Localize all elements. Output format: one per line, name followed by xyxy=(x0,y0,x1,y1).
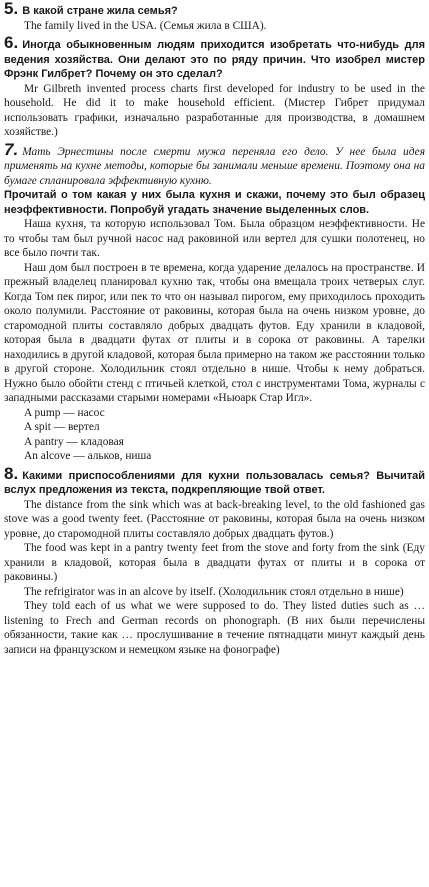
question-8-number: 8. xyxy=(4,463,19,483)
question-5-text: В какой стране жила семья? xyxy=(22,5,178,17)
question-6-number: 6. xyxy=(4,33,19,52)
question-8 xyxy=(4,463,425,498)
text-paragraph-1: Наша кухня, та которую использовал Том. Была образцом неэффективности. Не то чтобы там был ручной насос над раковиной или вертел для сушки полотенец, но все было почти так. xyxy=(4,218,425,259)
question-7-intro-text: Мать Эрнестины после смерти мужа переняла его дело. У нее была идея применять на кухне методы, которые бы занимали меньше времени. Поэтому она на бумаге спланировала эффективную кухню. xyxy=(4,145,425,187)
answer-8-item: The food was kept in a pantry twenty feet from the stove and forty from the sink (Еду хранили в кладовой, которая была в двадцати футах от плиты и в сорока от раковины.) xyxy=(4,542,425,583)
text-paragraph-2: Наш дом был построен в те времена, когда ударение делалось на пространстве. И прежный владелец планировал кухню так, чтобы она вмещала троих четверых слуг. Когда Том пек пирог, или пек то что он называл пирогом, ему приходилось проходить около полумили. Расстояние от раковины, которая была на очень низком уровне, до старомодной плиты составляло добрых двадцать футов. Еду хранили в кладовой, которая была в двадцати футах от плиты и в сорока от раковины. А тарелки находились в другой кладовой, которая была примерно на таком же расстоянии только в другой стороне. Холодильник стоял отдельно в нише. Чтобы к нему добраться. Нужно было обойти стенд с птичьей клеткой, стол с инструментами Тома, журналы с западными рассказами старыми номерами «Ньюарк Стар Игл». xyxy=(4,261,425,404)
answer-5: The family lived in the USA. (Семья жила в США). xyxy=(24,19,267,32)
question-5-number: 5. xyxy=(4,2,19,18)
question-6-text: Иногда обыкновенным людям приходится изобретать что-нибудь для ведения хозяйства. Они делают это по ряду причин. Что изобрел мистер Фрэнк Гилбрет? Почему он это сделал? xyxy=(4,39,425,80)
question-7-task: Прочитай о том какая у них была кухня и скажи, почему это был образец неэффективности. Попробуй угадать значение выделенных слов. xyxy=(4,189,425,216)
answer-8-item: The distance from the sink which was at back-breaking level, to the old fashioned gas stove was a good twenty feet. (Расстояние от раковины, которая была на очень низком уровне, до старомодной плиты составляло добрых двадцать футов.) xyxy=(4,498,425,540)
answer-8-item: They told each of us what we were supposed to do. They listed duties such as …listening to Frech and German records on phonograph. (В них были перечислены обязанности, такие как … прослушивание в течение пятнадцати минут каждый день записи на французском и немецком языке на фонографе) xyxy=(4,600,425,656)
question-5 xyxy=(4,2,425,19)
textbook-page xyxy=(4,2,425,885)
vocab-item: An alcove — альков, ниша xyxy=(24,450,152,462)
answer-6: Mr Gilbreth invented process charts first developed for industry to be used in the household. He did it to make household efficient. (Мистер Гибрет придумал использовать графики, изначально разработанные для производства, в домашнем хозяйстве.) xyxy=(4,82,425,138)
vocab-item: A pump — насос xyxy=(24,406,105,419)
question-7-number: 7. xyxy=(4,139,19,159)
question-7-intro xyxy=(4,139,425,189)
vocab-item: A spit — вертел xyxy=(24,421,100,433)
answer-8-item: The refrigirator was in an alcove by itself. (Холодильник стоял отдельно в нише) xyxy=(24,585,404,598)
vocab-item: A pantry — кладовая xyxy=(24,435,124,448)
vocabulary-list xyxy=(4,406,425,464)
question-8-text: Какими приспособлениями для кухни пользовалась семья? Вычитай вслух предложения из текста, подкрепляющие твой ответ. xyxy=(4,469,425,496)
question-6 xyxy=(4,33,425,82)
